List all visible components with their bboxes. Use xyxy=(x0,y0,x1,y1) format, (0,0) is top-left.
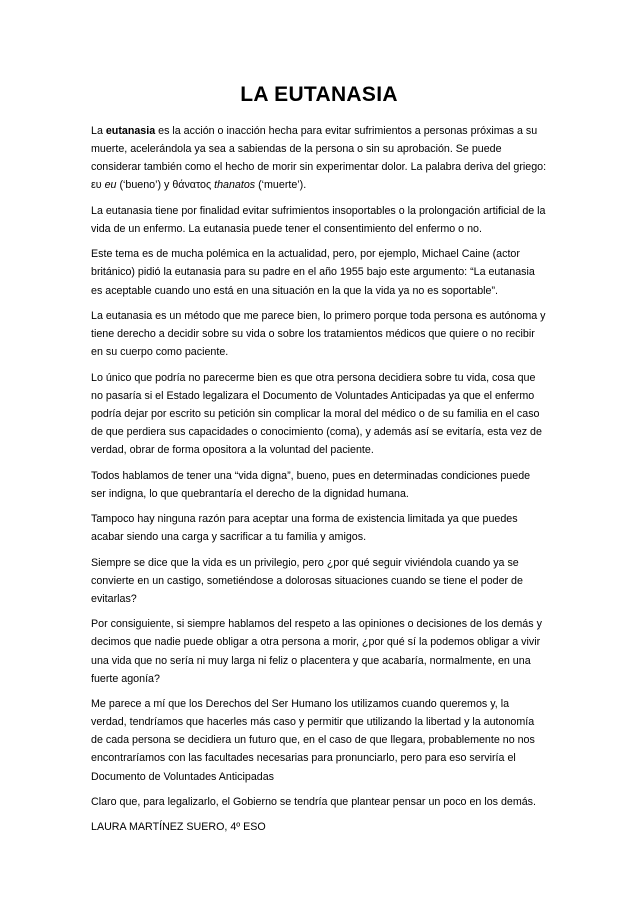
paragraph-existencia-limitada: Tampoco hay ninguna razón para aceptar una forma de existencia limitada ya que puedes acabar siendo una carga y sacrificar a tu familia y amigos. xyxy=(91,513,518,544)
document-body xyxy=(91,122,547,844)
paragraph-gobierno: Claro que, para legalizarlo, el Gobierno se tendría que plantear pensar un poco en los demás. xyxy=(91,796,536,808)
paragraph-vida-digna: Todos hablamos de tener una “vida digna”, bueno, pues en determinadas condiciones puede ser indigna, lo que quebrantaría el derecho de la dignidad humana. xyxy=(91,469,531,500)
paragraph-definition xyxy=(91,122,547,194)
term-eutanasia: eutanasia xyxy=(105,125,156,137)
paragraph-text: es la acción o inacción hecha para evitar sufrimientos a personas próximas a su muerte, acelerándola ya sea a sabiendas de la persona o sin su aprobación. Se puede considerar también como el hecho de morir sin experimentar dolor. La palabra deriva del griego: ευ xyxy=(91,125,547,192)
paragraph-metodo: La eutanasia es un método que me parece bien, lo primero porque toda persona es autónoma y tiene derecho a decidir sobre su vida o sobre los tratamientos médicos que quiere o no recibir en su cuerpo como paciente. xyxy=(91,310,546,359)
paragraph-respeto: Por consiguiente, si siempre hablamos del respeto a las opiniones o decisiones de los demás y decimos que nadie puede obligar a otra persona a morir, ¿por qué sí la podemos obligar a vivir una vida que no sería ni muy larga ni feliz o placentera y que acabaría, normalmente, en una fuerte agonía? xyxy=(91,618,542,685)
term-thanatos: thanatos xyxy=(214,179,256,192)
paragraph-voluntades: Lo único que podría no parecerme bien es que otra persona decidiera sobre tu vida, cosa que no pasaría si el Estado legalizara el Documento de Voluntades Anticipadas ya que el enfermo podría dejar por escrito su petición sin complicar la moral del médico o de su familia en el caso de que perdiera sus capacidades o conocimiento (coma), y además así se evitaría, esta vez de verdad, obrar de forma opositora a la voluntad del paciente. xyxy=(91,371,542,457)
document-title: LA EUTANASIA xyxy=(240,83,398,106)
term-eu: eu xyxy=(104,179,117,192)
paragraph-derechos: Me parece a mí que los Derechos del Ser Humano los utilizamos cuando queremos y, la verdad, tendríamos que hacerles más caso y permitir que utilizando la libertad y la autonomía de cada persona se decidiera un futuro que, en el caso de que llegara, probablemente no nos encontraríamos con las facultades necesarias para pronunciarlo, pero para eso serviría el Documento de Voluntades Anticipadas xyxy=(91,698,535,783)
paragraph-lead: La xyxy=(91,125,106,137)
paragraph-polemica: Este tema es de mucha polémica en la actualidad, pero, por ejemplo, Michael Caine (actor británico) pidió la eutanasia para su padre en el año 1955 bajo este argumento: “La eutanasia es aceptable cuando uno está en una situación en la que la vida ya no es soportable”. xyxy=(91,248,535,297)
author-signature: LAURA MARTÍNEZ SUERO, 4º ESO xyxy=(91,821,266,834)
paragraph-text: (‘bueno’) y θάνατος xyxy=(116,179,215,192)
paragraph-privilegio: Siempre se dice que la vida es un privilegio, pero ¿por qué seguir viviéndola cuando ya se convierte en un castigo, sometiéndose a dolorosas situaciones cuando se tiene el poder de evitarlas? xyxy=(91,556,523,605)
paragraph-text: (‘muerte’). xyxy=(255,179,307,192)
paragraph-finalidad: La eutanasia tiene por finalidad evitar sufrimientos insoportables o la prolongación artificial de la vida de un enfermo. La eutanasia puede tener el consentimiento del enfermo o no. xyxy=(91,204,546,235)
